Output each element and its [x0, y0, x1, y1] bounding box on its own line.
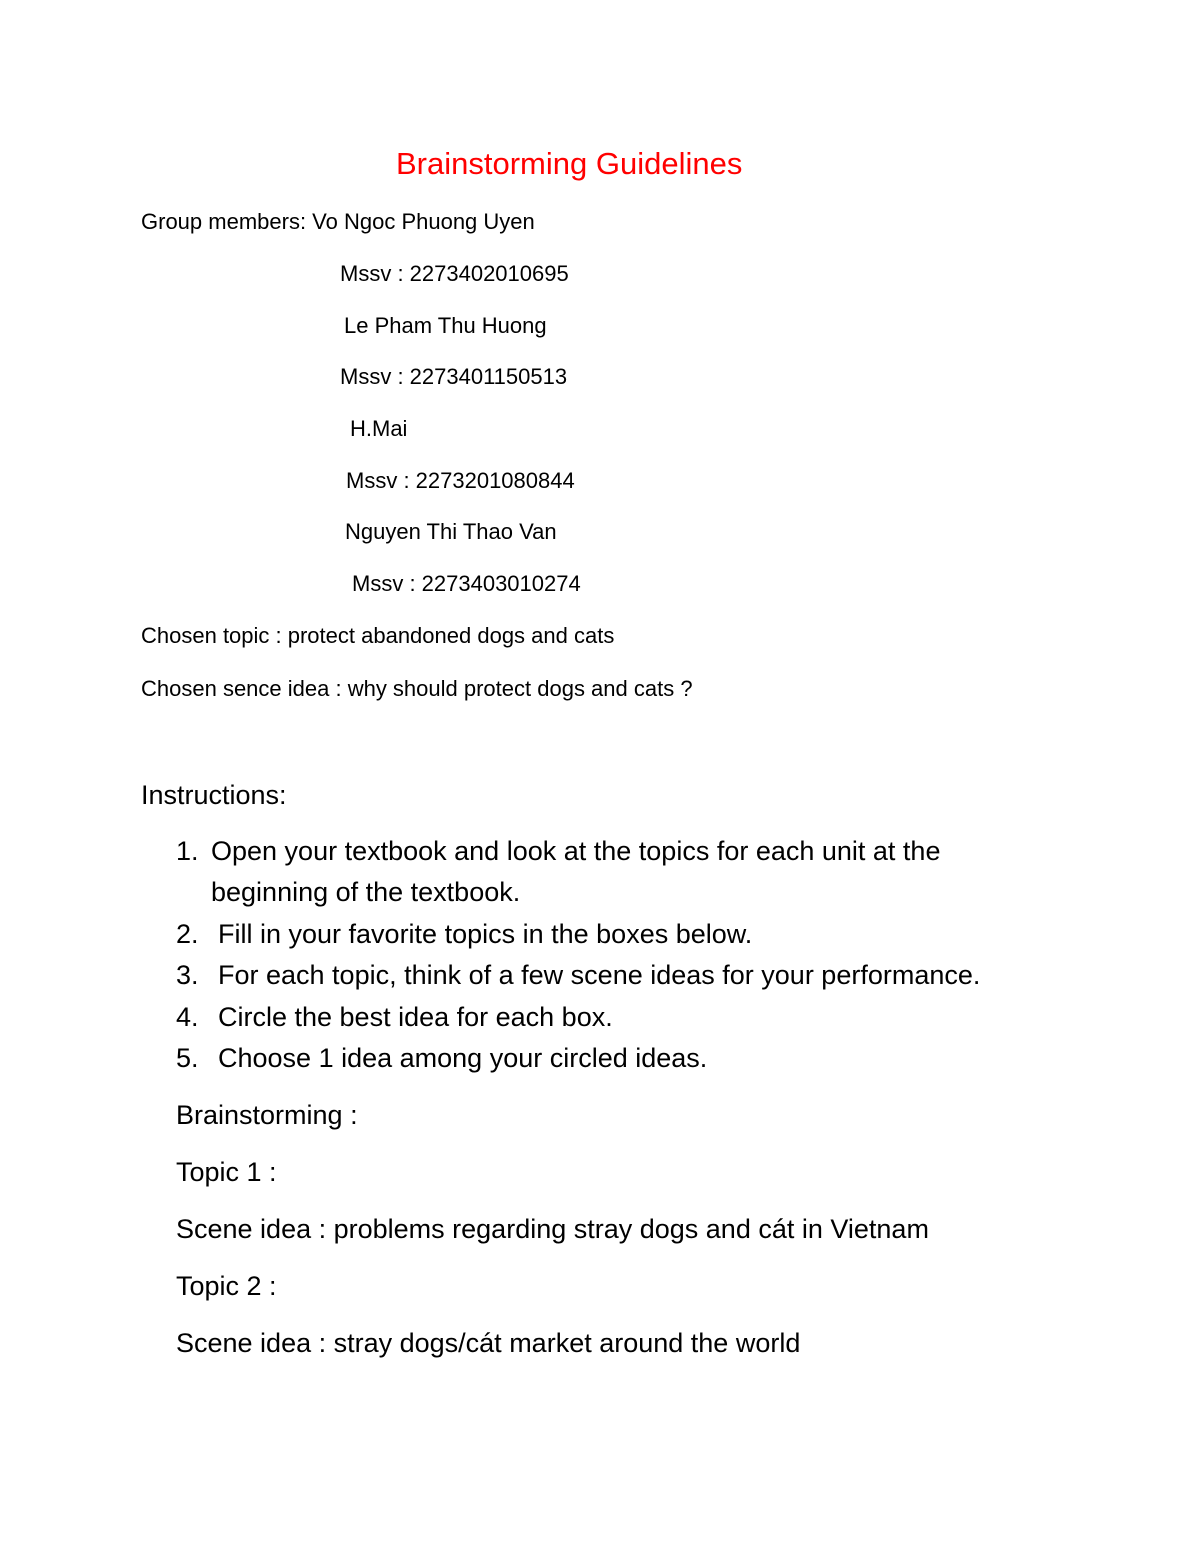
- member-id-4: Mssv : 2273403010274: [352, 571, 581, 596]
- list-item-text: Fill in your favorite topics in the boxes below.: [218, 919, 753, 949]
- list-item-number: 1.: [176, 836, 199, 866]
- member-id-1: Mssv : 2273402010695: [340, 261, 569, 286]
- list-item-text: Open your textbook and look at the topics for each unit at the: [211, 836, 941, 866]
- list-item-number: 4.: [176, 1002, 199, 1032]
- list-item-number: 5.: [176, 1043, 199, 1073]
- scene-idea-1: Scene idea : problems regarding stray dogs and cát in Vietnam: [176, 1214, 929, 1244]
- topic-2-label: Topic 2 :: [176, 1271, 277, 1301]
- member-name-4: Nguyen Thi Thao Van: [345, 519, 557, 544]
- member-id-2: Mssv : 2273401150513: [340, 364, 568, 389]
- list-item-text: Choose 1 idea among your circled ideas.: [218, 1043, 708, 1073]
- member-name-3: H.Mai: [350, 416, 408, 441]
- chosen-topic-line: Chosen topic : protect abandoned dogs and cats: [141, 623, 615, 648]
- member-name-2: Le Pham Thu Huong: [344, 313, 547, 338]
- brainstorming-heading: Brainstorming :: [176, 1100, 358, 1130]
- list-item-text-continued: beginning of the textbook.: [211, 877, 521, 907]
- instructions-heading: Instructions:: [141, 780, 287, 810]
- group-members-line: Group members: Vo Ngoc Phuong Uyen: [141, 209, 535, 234]
- scene-idea-2: Scene idea : stray dogs/cát market around the world: [176, 1328, 801, 1358]
- chosen-scene-line: Chosen sence idea : why should protect dogs and cats ?: [141, 676, 693, 701]
- list-item-number: 3.: [176, 960, 199, 990]
- list-item-text: For each topic, think of a few scene ideas for your performance.: [218, 960, 981, 990]
- list-item-text: Circle the best idea for each box.: [218, 1002, 613, 1032]
- member-id-3: Mssv : 2273201080844: [346, 468, 575, 493]
- page-title: Brainstorming Guidelines: [396, 146, 743, 181]
- list-item-number: 2.: [176, 919, 199, 949]
- topic-1-label: Topic 1 :: [176, 1157, 277, 1187]
